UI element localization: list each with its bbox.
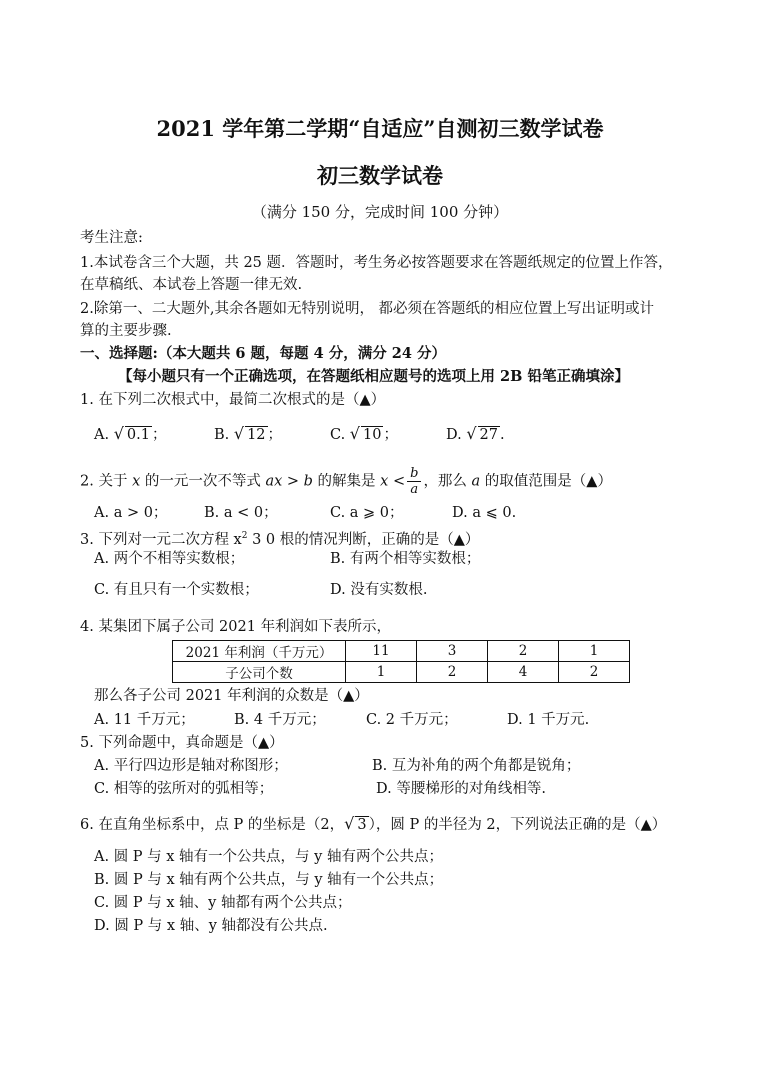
q3-stem: 3. 下列对一元二次方程 $x^2$ 3 0 根的情况判断，正确的是（▲）	[80, 531, 480, 548]
table-cell: 4	[488, 662, 559, 683]
q4-stem: 4. 某集团下属子公司 2021 年利润如下表所示，	[80, 619, 392, 635]
q3-option-d: D. 没有实数根.	[330, 582, 428, 598]
note-1-line-1: 1.本试卷含三个大题，共 25 题．答题时，考生务必按答题要求在答题纸规定的位置上作答，	[80, 255, 673, 271]
q1-option-d: D. √ 27 .	[446, 424, 505, 443]
q4-option-d: D. 1 千万元.	[507, 712, 590, 728]
q2-fraction: $\frac{b}{a}$	[407, 466, 421, 497]
q2-stem: 2. 关于 x 的一元一次不等式 ax > b 的解集是 x < $\frac{b}{a}$ ，那么 a 的取值范围是（▲）	[80, 466, 612, 497]
note-2-line-2: 算的主要步骤.	[80, 323, 172, 339]
table-cell: 子公司个数	[173, 662, 346, 683]
q5-stem: 5. 下列命题中，真命题是（▲）	[80, 735, 284, 751]
q3-option-b: B. 有两个相等实数根；	[330, 551, 481, 567]
table-cell: 2	[417, 662, 488, 683]
table-cell: 1	[346, 662, 417, 683]
q4-option-b: B. 4 千万元；	[234, 712, 326, 728]
section-1-heading: 一、选择题:（本大题共 6 题，每题 4 分，满分 24 分）	[80, 345, 446, 362]
table-cell: 2	[559, 662, 630, 683]
section-1-instruction: 【每小题只有一个正确选项，在答题纸相应题号的选项上用 2B 铅笔正确填涂】	[118, 368, 629, 385]
q6-option-c: C. 圆 P 与 x 轴、y 轴都有两个公共点；	[94, 895, 352, 911]
q4-option-a: A. 11 千万元；	[94, 712, 195, 728]
q1-option-c: C. √ 10 ；	[330, 424, 398, 443]
q1-option-b: B. √ 12 ；	[214, 424, 283, 443]
q1-option-a: A. √ 0.1 ；	[94, 424, 167, 443]
q2-option-d: D. a ⩽ 0.	[452, 505, 517, 521]
exam-subtitle: 初三数学试卷	[317, 163, 443, 188]
q5-option-b: B. 互为补角的两个角都是锐角；	[372, 758, 581, 774]
table-cell: 3	[417, 641, 488, 662]
table-row	[173, 662, 630, 683]
q4-option-c: C. 2 千万元；	[366, 712, 458, 728]
q6-option-b: B. 圆 P 与 x 轴有两个公共点，与 y 轴有一个公共点；	[94, 872, 444, 888]
exam-info: （满分 150 分，完成时间 100 分钟）	[251, 203, 509, 221]
q6-stem: 6. 在直角坐标系中，点 P 的坐标是（2，√ 3 ），圆 P 的半径为 2，下列说法正确的是（▲）	[80, 814, 667, 833]
q6-option-a: A. 圆 P 与 x 轴有一个公共点，与 y 轴有两个公共点；	[94, 849, 443, 865]
q6-option-d: D. 圆 P 与 x 轴、y 轴都没有公共点.	[94, 918, 328, 934]
q1-stem: 1. 在下列二次根式中，最简二次根式的是（▲）	[80, 392, 386, 408]
q3-option-c: C. 有且只有一个实数根；	[94, 582, 259, 598]
q5-option-d: D. 等腰梯形的对角线相等.	[376, 781, 546, 797]
note-2-line-1: 2.除第一、二大题外,其余各题如无特别说明， 都必须在答题纸的相应位置上写出证明或计	[80, 301, 655, 317]
q2-option-b: B. a < 0；	[204, 505, 278, 521]
exam-title: 2021 学年第二学期“自适应”自测初三数学试卷	[156, 116, 604, 141]
q5-option-c: C. 相等的弦所对的弧相等；	[94, 781, 274, 797]
table-cell: 1	[559, 641, 630, 662]
q2-option-c: C. a ⩾ 0；	[330, 505, 404, 521]
q2-option-a: A. a > 0；	[94, 505, 168, 521]
q3-option-a: A. 两个不相等实数根；	[94, 551, 245, 567]
profit-table	[172, 640, 630, 683]
table-cell: 2021 年利润（千万元）	[173, 641, 346, 662]
q4-question: 那么各子公司 2021 年利润的众数是（▲）	[94, 688, 369, 704]
table-cell: 2	[488, 641, 559, 662]
table-row	[173, 641, 630, 662]
table-cell: 11	[346, 641, 417, 662]
q5-option-a: A. 平行四边形是轴对称图形；	[94, 758, 288, 774]
note-1-line-2: 在草稿纸、本试卷上答题一律无效.	[80, 277, 303, 293]
notes-heading: 考生注意:	[80, 230, 143, 246]
